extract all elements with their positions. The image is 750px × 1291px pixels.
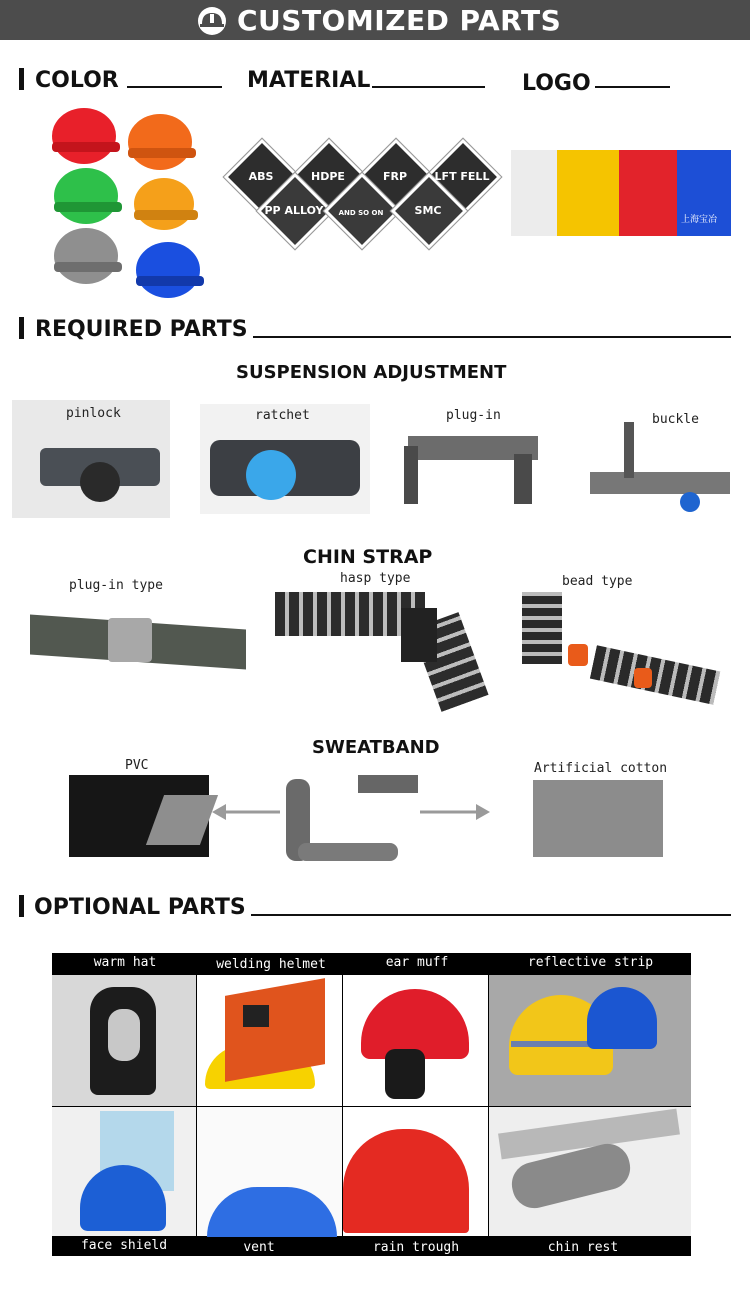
vent-label: vent xyxy=(243,1240,275,1255)
bead-shape xyxy=(634,668,652,688)
logo-heading: LOGO xyxy=(522,71,591,96)
section-marker xyxy=(19,68,24,90)
ear-muff-label: ear muff xyxy=(385,955,449,970)
chin-rest-photo xyxy=(489,1107,691,1236)
rain-trough-photo xyxy=(343,1107,488,1236)
welding-helmet-label: welding helmet xyxy=(216,957,326,972)
chin-rest-label: chin rest xyxy=(547,1240,619,1255)
reflective-strip-photo xyxy=(489,975,691,1106)
plugin-label: plug-in xyxy=(446,408,501,423)
band-shape xyxy=(358,775,418,793)
material-label: LFT FELL xyxy=(434,170,490,183)
arrow-left-icon xyxy=(212,800,282,824)
hasp-type-label: hasp type xyxy=(340,571,411,586)
material-label: AND SO ON xyxy=(338,209,384,217)
sweatband-title: SWEATBAND xyxy=(312,737,440,758)
strap-shape xyxy=(514,454,532,504)
helmet-blue xyxy=(136,242,204,298)
helmet-gray xyxy=(54,228,122,284)
hasp-type-photo xyxy=(275,588,490,710)
helmet-blue-shape xyxy=(587,987,657,1049)
fabric-fold xyxy=(146,795,218,845)
logo-text: 上海宝冶 xyxy=(681,215,718,225)
required-parts-heading: REQUIRED PARTS xyxy=(35,317,248,342)
section-marker xyxy=(19,895,24,917)
helmet-orange xyxy=(128,114,196,170)
reflective-strip-label: reflective strip xyxy=(527,955,654,970)
optional-grid xyxy=(52,953,691,1256)
divider xyxy=(253,336,731,338)
strap-shape xyxy=(624,422,634,478)
arrow-right-icon xyxy=(420,800,490,824)
plugin-type-photo xyxy=(30,592,246,670)
material-label: SMC xyxy=(414,204,442,217)
color-helmets xyxy=(40,100,220,300)
chin-strap-title: CHIN STRAP xyxy=(303,546,433,568)
logo-helmets xyxy=(511,150,731,236)
hasp-shape xyxy=(401,608,437,662)
vent-photo xyxy=(197,1107,342,1236)
knob-shape xyxy=(680,492,700,512)
logo-helmet-red xyxy=(619,150,677,236)
divider xyxy=(595,86,670,88)
bead-type-label: bead type xyxy=(562,574,633,589)
helmet-shape xyxy=(207,1187,337,1237)
mannequin-face xyxy=(108,1009,140,1061)
pinlock-label: pinlock xyxy=(66,406,121,421)
logo-helmet-yellow xyxy=(557,150,619,236)
knob-shape xyxy=(80,462,120,502)
divider xyxy=(372,86,485,88)
strap-shape xyxy=(590,645,720,704)
pvc-photo xyxy=(69,775,209,857)
rain-trough-label: rain trough xyxy=(372,1240,460,1255)
helmet-red xyxy=(52,108,120,164)
material-label: PP ALLOY xyxy=(264,204,324,217)
pvc-label: PVC xyxy=(125,758,149,773)
warm-hat-photo xyxy=(52,975,196,1106)
material-diamonds xyxy=(230,140,500,250)
ear-muff-photo xyxy=(343,975,488,1106)
optional-parts-heading: OPTIONAL PARTS xyxy=(34,895,246,920)
material-label: FRP xyxy=(382,170,408,183)
helmet-green xyxy=(54,168,122,224)
band-shape xyxy=(298,843,398,861)
bead-type-photo xyxy=(522,588,722,713)
strap-shape xyxy=(590,472,730,494)
artificial-cotton-photo xyxy=(533,780,663,857)
knob-shape xyxy=(246,450,296,500)
page-title: CUSTOMIZED PARTS xyxy=(237,4,562,37)
shield-shape xyxy=(225,978,325,1082)
lens-shape xyxy=(243,1005,269,1027)
bead-shape xyxy=(568,644,588,666)
helmet-color-grid xyxy=(40,100,220,300)
material-label: ABS xyxy=(248,170,274,183)
divider xyxy=(251,914,731,916)
strap-shape xyxy=(404,446,418,504)
material-heading: MATERIAL xyxy=(247,68,371,93)
suspension-title: SUSPENSION ADJUSTMENT xyxy=(236,362,507,383)
ratchet-label: ratchet xyxy=(255,408,310,423)
section-marker xyxy=(19,317,24,339)
muff-shape xyxy=(385,1049,425,1099)
artificial-cotton-label: Artificial cotton xyxy=(534,761,668,776)
divider xyxy=(127,86,222,88)
face-shield-photo xyxy=(52,1107,196,1236)
helmet-shape xyxy=(343,1129,469,1233)
welding-helmet-photo xyxy=(197,975,342,1106)
helmet-icon xyxy=(197,6,227,36)
buckle-label: buckle xyxy=(652,412,699,427)
material-label: HDPE xyxy=(311,170,345,183)
helmet-yellow-orange xyxy=(134,178,198,230)
color-heading: COLOR xyxy=(35,68,119,93)
plugin-type-label: plug-in type xyxy=(69,578,163,593)
buckle-shape xyxy=(108,618,152,662)
face-shield-label: face shield xyxy=(80,1238,168,1253)
strap-shape xyxy=(522,592,562,664)
warm-hat-label: warm hat xyxy=(93,955,157,970)
sweatband-photo xyxy=(278,775,423,865)
